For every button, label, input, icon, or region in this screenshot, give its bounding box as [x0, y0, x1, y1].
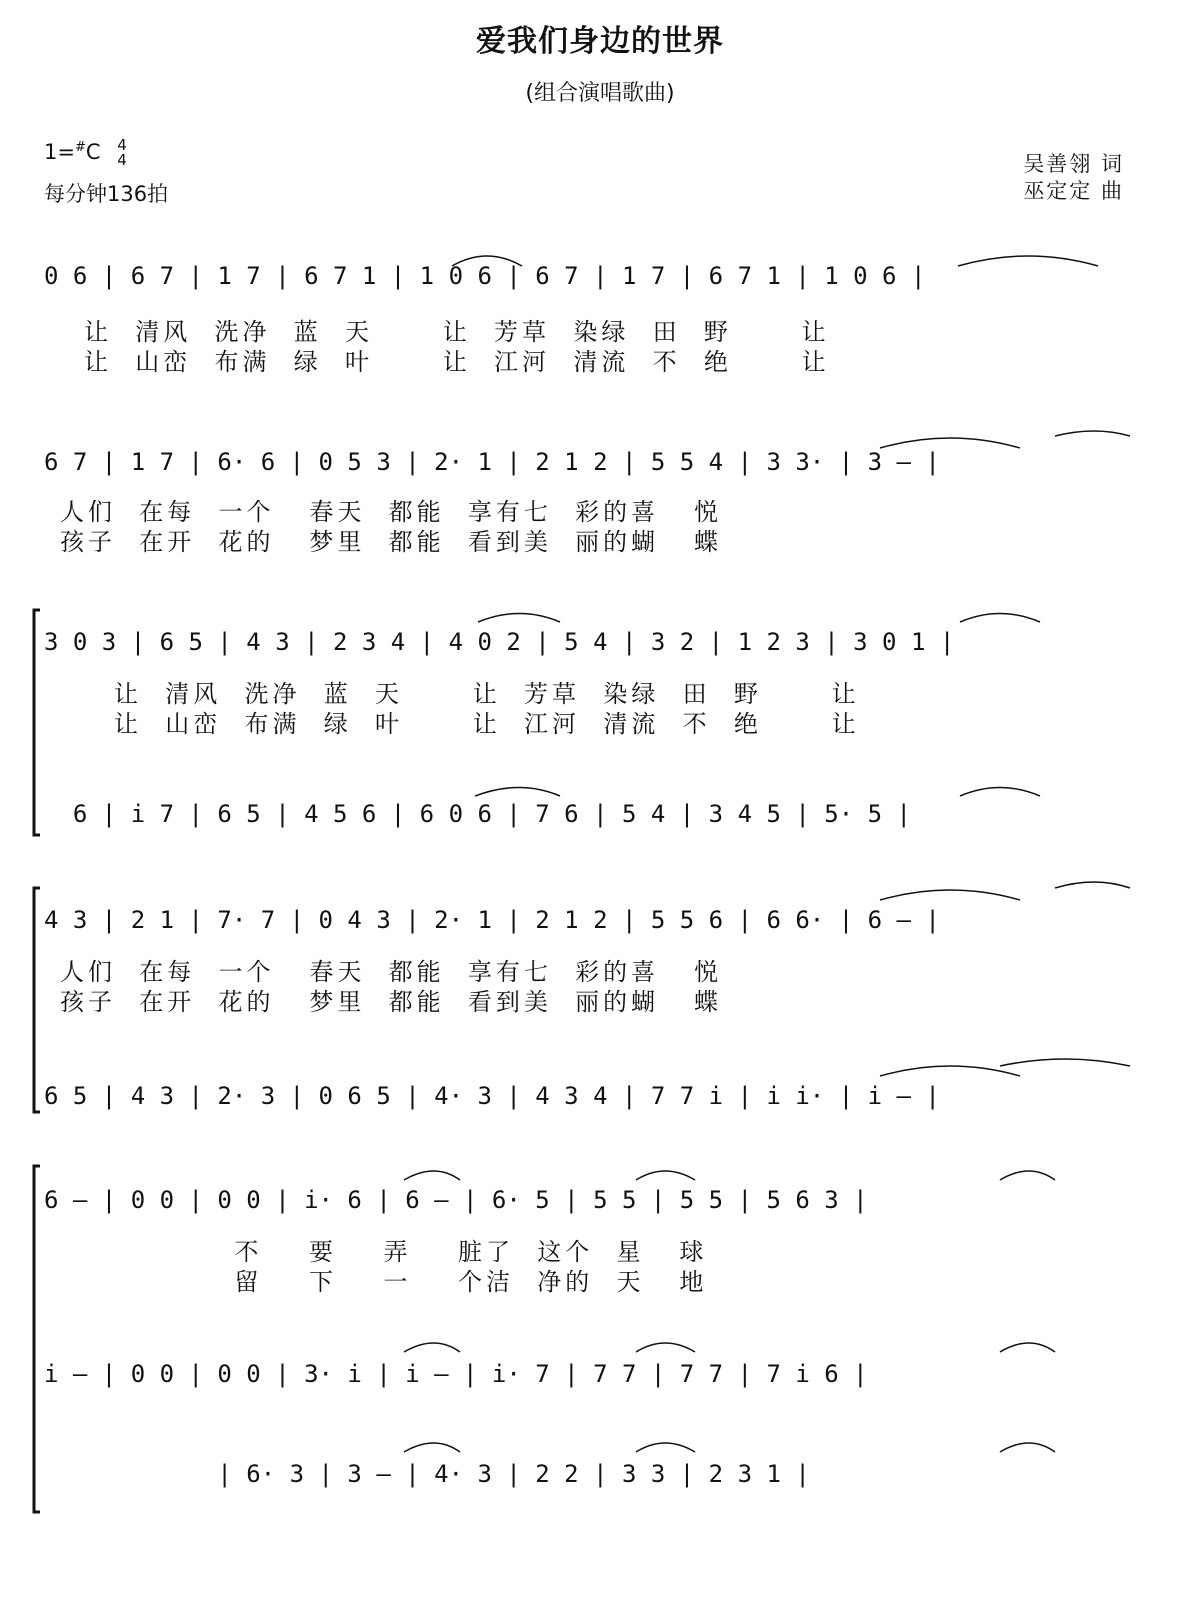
- song-title: 爱我们身边的世界: [476, 24, 724, 59]
- system-3-lyrics-verse-2: 让 山峦 布满 绿 叶 让 江河 清流 不 绝 让: [114, 710, 860, 738]
- tie-arc: [1000, 1343, 1055, 1352]
- system-2-lyrics-verse-2: 孩子 在开 花的 梦里 都能 看到美 丽的蝴 蝶: [60, 528, 723, 556]
- tie-arc: [880, 438, 1020, 448]
- tie-arc: [636, 1171, 695, 1180]
- tie-arc: [475, 788, 560, 797]
- system-5-notes: 6 — | 0 0 | 0 0 | i· 6 | 6 — | 6· 5 | 5 5 | 5 5 | 5 6 3 |: [44, 1186, 868, 1214]
- system-1-lyrics-verse-2: 让 山峦 布满 绿 叶 让 江河 清流 不 绝 让: [84, 348, 830, 376]
- tie-arc: [404, 1443, 460, 1452]
- system-1-lyrics-verse-1: 让 清风 洗净 蓝 天 让 芳草 染绿 田 野 让: [84, 318, 830, 346]
- composer-credit: 巫定定 曲: [1023, 179, 1124, 203]
- system-5-bass-part: | 6· 3 | 3 — | 4· 3 | 2 2 | 3 3 | 2 3 1 |: [44, 1460, 810, 1488]
- system-5-bracket: [34, 1166, 40, 1512]
- tie-arc: [1000, 1443, 1055, 1452]
- time-top: 4: [117, 136, 127, 154]
- system-3-bracket: [34, 610, 40, 835]
- tempo-marking: 每分钟136拍: [44, 182, 169, 206]
- tie-arc: [1000, 1059, 1130, 1066]
- tie-arc: [478, 614, 560, 623]
- tie-arc: [880, 1066, 1020, 1076]
- tie-arc: [452, 256, 522, 266]
- tie-arc: [960, 788, 1040, 797]
- time-bottom: 4: [117, 151, 127, 169]
- tie-arc: [636, 1343, 695, 1352]
- tie-arc: [636, 1443, 695, 1452]
- system-3-lower-part: 6 | i 7 | 6 5 | 4 5 6 | 6 0 6 | 7 6 | 5 4 | 3 4 5 | 5· 5 |: [44, 800, 911, 828]
- key-note: C: [85, 140, 101, 164]
- system-5-lyrics-verse-1: 不 要 弄 脏了 这个 星 球: [60, 1238, 708, 1266]
- lyricist-credit: 吴善翎 词: [1023, 152, 1124, 176]
- system-5-middle-part: i — | 0 0 | 0 0 | 3· i | i — | i· 7 | 7 7 | 7 7 | 7 i 6 |: [44, 1360, 868, 1388]
- tie-arc: [960, 614, 1040, 623]
- tie-arc: [1055, 431, 1130, 436]
- system-2-lyrics-verse-1: 人们 在每 一个 春天 都能 享有七 彩的喜 悦: [60, 498, 723, 526]
- system-4-lyrics-verse-2: 孩子 在开 花的 梦里 都能 看到美 丽的蝴 蝶: [60, 988, 723, 1016]
- tie-arc: [880, 890, 1020, 900]
- system-4-notes: 4 3 | 2 1 | 7· 7 | 0 4 3 | 2· 1 | 2 1 2 | 5 5 6 | 6 6· | 6 — |: [44, 906, 940, 934]
- system-4-lower-part: 6 5 | 4 3 | 2· 3 | 0 6 5 | 4· 3 | 4 3 4 | 7 7 i | i i· | i — |: [44, 1082, 940, 1110]
- song-subtitle: (组合演唱歌曲): [525, 81, 675, 106]
- system-2-notes: 6 7 | 1 7 | 6· 6 | 0 5 3 | 2· 1 | 2 1 2 | 5 5 4 | 3 3· | 3 — |: [44, 448, 940, 476]
- system-5-lyrics-verse-2: 留 下 一 个洁 净的 天 地: [60, 1268, 708, 1296]
- system-3-notes: 3 0 3 | 6 5 | 4 3 | 2 3 4 | 4 0 2 | 5 4 | 3 2 | 1 2 3 | 3 0 1 |: [44, 628, 955, 656]
- tie-arc: [1055, 882, 1130, 888]
- tie-arc: [958, 256, 1098, 266]
- system-4-lyrics-verse-1: 人们 在每 一个 春天 都能 享有七 彩的喜 悦: [60, 958, 723, 986]
- tie-arc: [1000, 1171, 1055, 1180]
- system-1-notes: 0 6 | 6 7 | 1 7 | 6 7 1 | 1 0 6 | 6 7 | 1 7 | 6 7 1 | 1 0 6 |: [44, 262, 926, 290]
- tie-arc: [404, 1343, 460, 1352]
- system-3-lyrics-verse-1: 让 清风 洗净 蓝 天 让 芳草 染绿 田 野 让: [114, 680, 860, 708]
- system-4-bracket: [34, 888, 40, 1112]
- key-prefix: 1=: [44, 140, 75, 164]
- sharp-sign: #: [74, 140, 86, 155]
- tie-arc: [404, 1171, 460, 1180]
